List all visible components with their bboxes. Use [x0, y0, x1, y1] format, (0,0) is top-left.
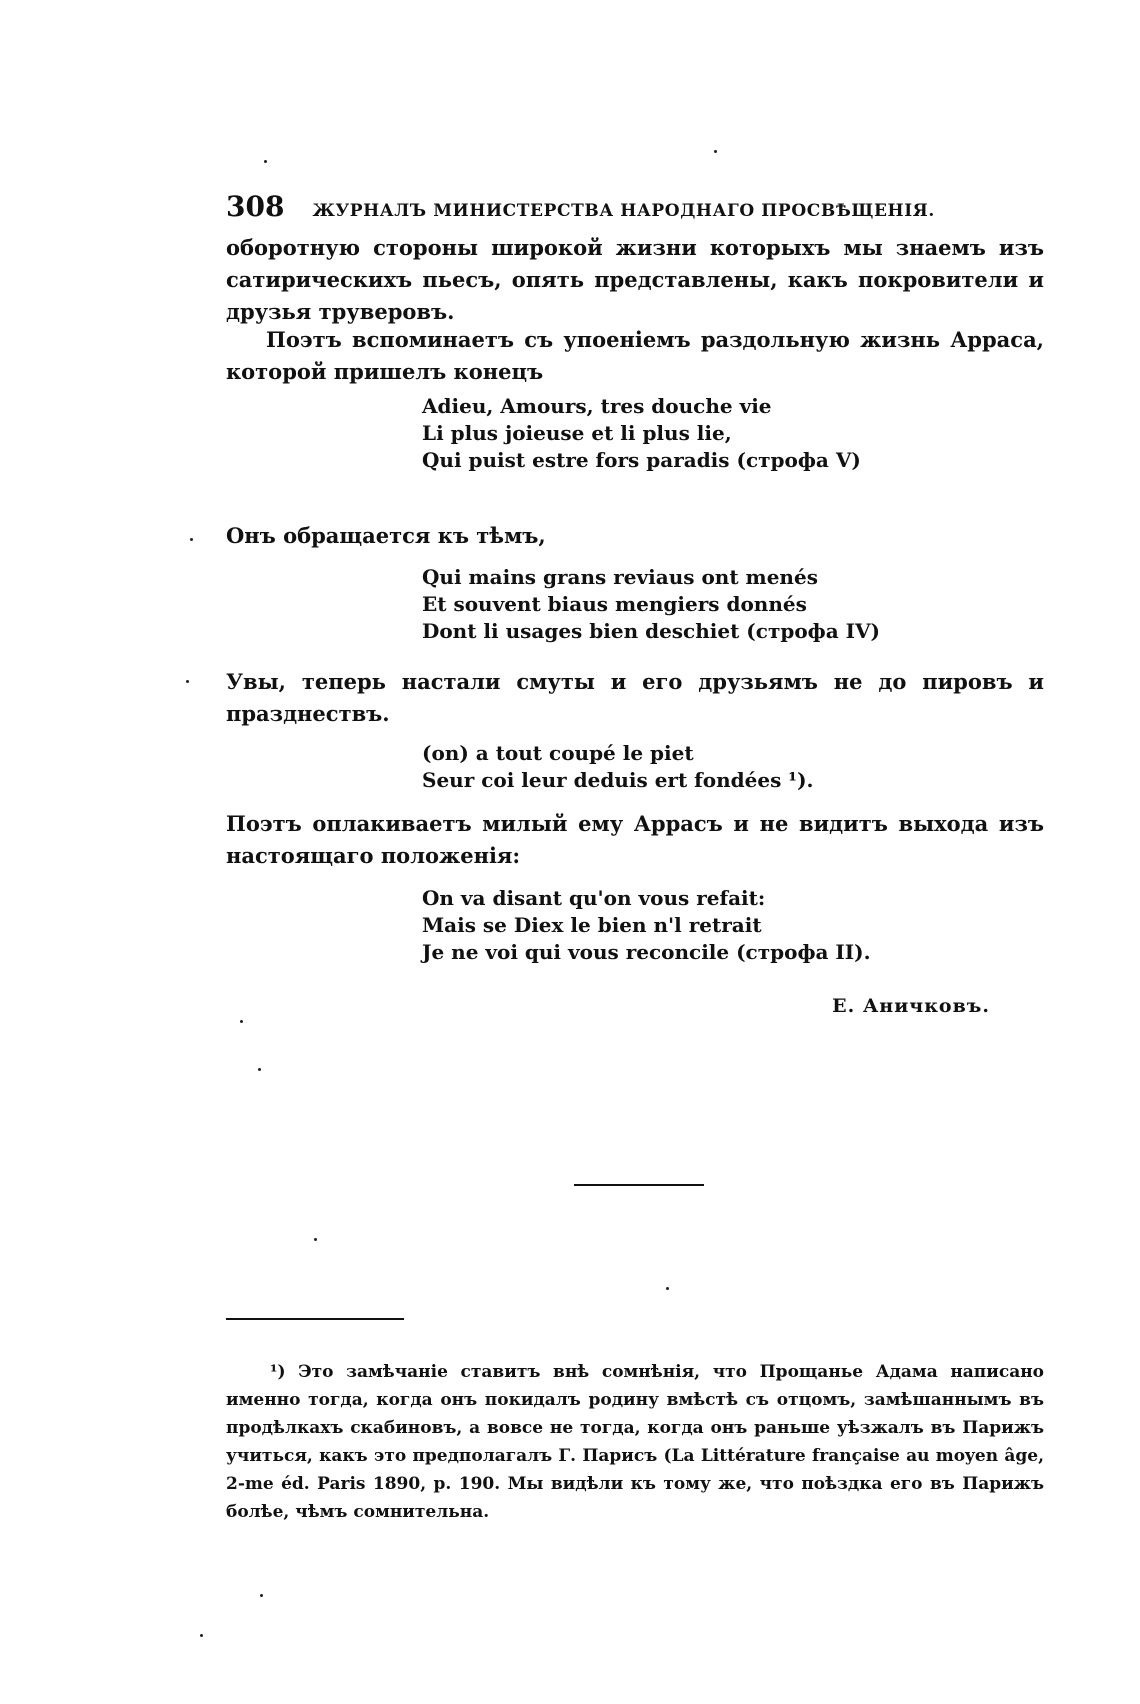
verse-line: (on) a tout coupé le piet [422, 741, 694, 765]
scan-speck [714, 150, 717, 153]
verse-line: On va disant qu'on vous refait: [422, 886, 766, 910]
verse-line: Et souvent biaus mengiers donnés [422, 592, 807, 616]
scan-speck [260, 1594, 263, 1597]
paragraph-3: Онъ обращается къ тѣмъ, [226, 523, 546, 548]
verse-line: Mais se Diex le bien n'l retrait [422, 913, 762, 937]
verse-line: Qui mains grans reviaus ont menés [422, 565, 818, 589]
paragraph-2: Поэтъ вспоминаетъ съ упоеніемъ раздольную жизнь Арраса, которой пришелъ конецъ [226, 327, 1044, 384]
scan-speck [200, 1634, 203, 1637]
verse-block-2 [422, 564, 982, 645]
verse-block-3 [422, 740, 982, 794]
paragraph-4: Увы, теперь настали смуты и его друзьямъ не до пировъ и празднествъ. [226, 669, 1044, 726]
section-end-rule [574, 1184, 704, 1186]
scan-speck [264, 160, 267, 163]
scan-speck [258, 1068, 261, 1071]
verse-line: Seur coi leur deduis ert fondées ¹). [422, 768, 814, 792]
scan-speck [240, 1020, 243, 1023]
running-title: ЖУРНАЛЪ МИНИСТЕРСТВА НАРОДНАГО ПРОСВѢЩЕНІЯ. [312, 201, 935, 221]
scan-speck [666, 1287, 669, 1290]
page-header [226, 190, 1046, 223]
verse-line: Li plus joieuse et li plus lie, [422, 421, 732, 445]
scan-speck [186, 680, 189, 683]
footnote: ¹) Это замѣчаніе ставитъ внѣ сомнѣнія, что Прощанье Адама написано именно тогда, когда онъ покидалъ родину вмѣстѣ съ отцомъ, замѣшаннымъ въ продѣлкахъ скабиновъ, а вовсе не тогда, когда онъ раньше уѣзжалъ въ Парижъ учиться, какъ это предполагалъ Г. Парисъ (La Littérature française au moyen âge, 2-me éd. Paris 1890, p. 190. Мы видѣли къ тому же, что поѣздка его въ Парижъ болѣе, чѣмъ сомнительна. [226, 1362, 1044, 1522]
author-signature: Е. Аничковъ. [832, 995, 990, 1017]
verse-line: Adieu, Amours, tres douche vie [422, 394, 772, 418]
verse-line: Je ne voi qui vous reconcile (строфа II). [422, 940, 871, 964]
verse-block-4 [422, 885, 982, 966]
verse-line: Qui puist estre fors paradis (строфа V) [422, 448, 861, 472]
verse-block-1 [422, 393, 982, 474]
verse-line: Dont li usages bien deschiet (строфа IV) [422, 619, 880, 643]
footnote-rule [226, 1318, 404, 1320]
paragraph-5: Поэтъ оплакиваетъ милый ему Аррасъ и не видитъ выхода изъ настоящаго положенія: [226, 811, 1044, 868]
scan-speck [190, 538, 193, 541]
scan-speck [314, 1238, 317, 1241]
page-number: 308 [226, 190, 285, 223]
paragraph-1: оборотную стороны широкой жизни которыхъ мы знаемъ изъ сатирическихъ пьесъ, опять представлены, какъ покровители и друзья труверовъ. [226, 235, 1044, 324]
